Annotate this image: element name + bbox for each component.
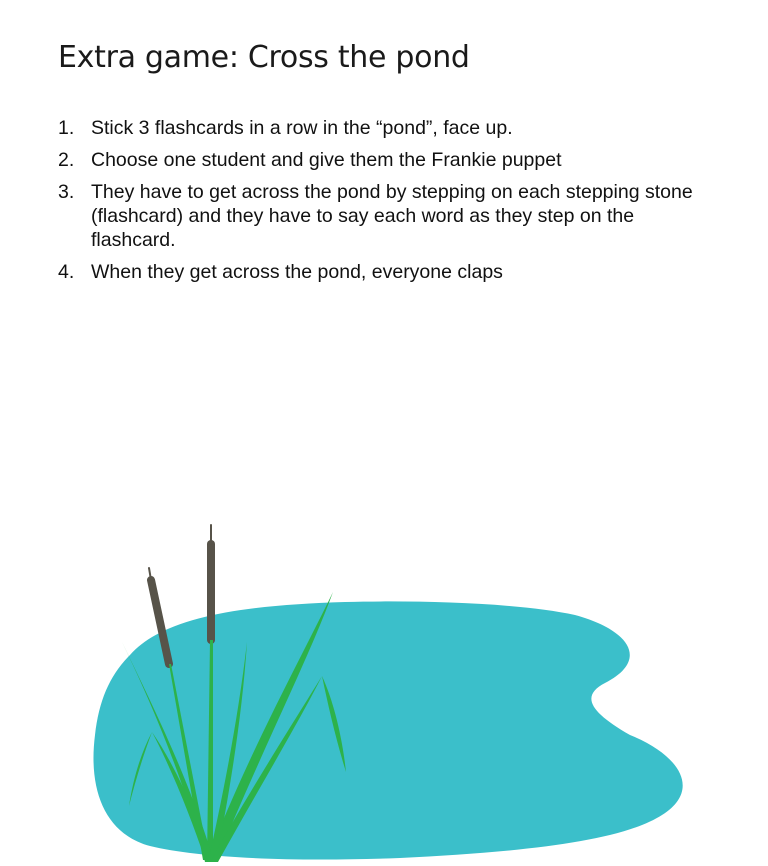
step-text: Stick 3 flashcards in a row in the “pond”, face up. xyxy=(91,117,513,139)
step-number: 3. xyxy=(58,181,75,203)
list-item xyxy=(58,260,698,284)
list-item xyxy=(58,148,698,172)
step-number: 1. xyxy=(58,117,75,139)
step-number: 4. xyxy=(58,261,75,283)
list-item xyxy=(58,116,698,140)
step-text: They have to get across the pond by stepping on each stepping stone (flashcard) and they have to say each word as they step on the flashcard. xyxy=(91,181,693,251)
instructions-list xyxy=(58,116,698,292)
list-item xyxy=(58,180,698,252)
step-number: 2. xyxy=(58,149,75,171)
step-text: Choose one student and give them the Frankie puppet xyxy=(91,149,562,171)
pond-illustration xyxy=(0,500,768,866)
slide-title: Extra game: Cross the pond xyxy=(58,40,470,75)
step-text: When they get across the pond, everyone claps xyxy=(91,261,503,283)
